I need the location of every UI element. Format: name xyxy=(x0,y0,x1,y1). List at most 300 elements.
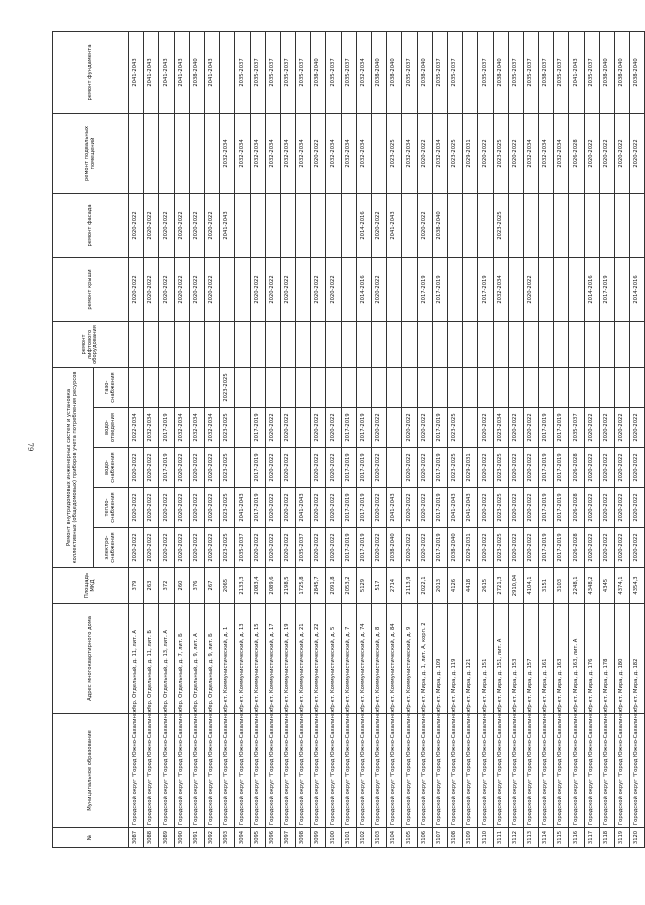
cell-roof: 2020-2022 xyxy=(159,258,174,322)
cell-roof: 2017-2019 xyxy=(432,258,447,322)
cell-gas xyxy=(478,368,493,408)
cell-foundation: 2035-2037 xyxy=(432,32,447,114)
cell-number: 3087 xyxy=(129,828,144,848)
cell-number: 3089 xyxy=(159,828,174,848)
cell-electro: 2038-2040 xyxy=(447,528,462,568)
cell-foundation: 2041-2043 xyxy=(129,32,144,114)
cell-address: пр-кт. Мира, д. 151, лит. А xyxy=(493,604,508,714)
cell-municipality: Городской округ "Город Южно-Сахалинск" xyxy=(296,714,311,828)
cell-facade xyxy=(599,194,614,258)
cell-number: 3105 xyxy=(402,828,417,848)
cell-address: пр-кт. Коммунистический, д. 15 xyxy=(250,604,265,714)
cell-water: 2020-2022 xyxy=(417,448,432,488)
table-row xyxy=(539,32,554,848)
cell-heat: 2020-2022 xyxy=(599,488,614,528)
cell-gas xyxy=(311,368,326,408)
cell-number: 3115 xyxy=(554,828,569,848)
cell-gas xyxy=(372,368,387,408)
cell-address: пер. Отдельный, д. 13, лит. А xyxy=(159,604,174,714)
cell-municipality: Городской округ "Город Южно-Сахалинск" xyxy=(432,714,447,828)
cell-electro: 2020-2022 xyxy=(372,528,387,568)
cell-lift xyxy=(478,322,493,368)
cell-heat: 2017-2019 xyxy=(432,488,447,528)
cell-facade xyxy=(402,194,417,258)
cell-lift xyxy=(417,322,432,368)
cell-basement: 2032-2034 xyxy=(235,114,250,194)
cell-sewer: 2020-2022 xyxy=(311,408,326,448)
cell-basement: 2032-2034 xyxy=(402,114,417,194)
table-row xyxy=(447,32,462,848)
cell-water: 2020-2022 xyxy=(204,448,219,488)
cell-facade: 2014-2016 xyxy=(356,194,371,258)
cell-heat: 2020-2022 xyxy=(523,488,538,528)
cell-roof xyxy=(447,258,462,322)
cell-number: 3119 xyxy=(615,828,630,848)
cell-heat: 2020-2022 xyxy=(326,488,341,528)
cell-facade xyxy=(584,194,599,258)
cell-basement: 2032-2034 xyxy=(341,114,356,194)
cell-heat: 2020-2022 xyxy=(265,488,280,528)
cell-heat: 2020-2022 xyxy=(159,488,174,528)
cell-foundation: 2038-2040 xyxy=(387,32,402,114)
col-header-area: Площадь МКД xyxy=(53,568,129,604)
cell-electro: 2020-2022 xyxy=(402,528,417,568)
cell-heat: 2041-2043 xyxy=(463,488,478,528)
cell-water: 2020-2022 xyxy=(372,448,387,488)
cell-heat: 2020-2022 xyxy=(204,488,219,528)
cell-area: 2714 xyxy=(387,568,402,604)
cell-foundation: 2035-2037 xyxy=(280,32,295,114)
cell-electro: 2020-2022 xyxy=(615,528,630,568)
cell-facade: 2020-2022 xyxy=(129,194,144,258)
cell-area: 2615 xyxy=(478,568,493,604)
cell-electro: 2020-2022 xyxy=(129,528,144,568)
cell-gas xyxy=(235,368,250,408)
cell-water: 2020-2022 xyxy=(326,448,341,488)
cell-gas xyxy=(296,368,311,408)
cell-basement: 2020-2022 xyxy=(584,114,599,194)
cell-lift xyxy=(539,322,554,368)
cell-number: 3104 xyxy=(387,828,402,848)
cell-gas xyxy=(539,368,554,408)
cell-basement xyxy=(159,114,174,194)
cell-municipality: Городской округ "Город Южно-Сахалинск" xyxy=(159,714,174,828)
cell-heat: 2020-2022 xyxy=(189,488,204,528)
cell-area: 4374,1 xyxy=(615,568,630,604)
cell-municipality: Городской округ "Город Южно-Сахалинск" xyxy=(523,714,538,828)
cell-address: пр-кт. Коммунистический, д. 84 xyxy=(387,604,402,714)
table-row xyxy=(372,32,387,848)
cell-roof xyxy=(402,258,417,322)
cell-address: пр-кт. Мира, д. 163, лит. А xyxy=(569,604,584,714)
cell-municipality: Городской округ "Город Южно-Сахалинск" xyxy=(326,714,341,828)
cell-area: 2091,8 xyxy=(326,568,341,604)
cell-area: 4418 xyxy=(463,568,478,604)
table-row xyxy=(463,32,478,848)
cell-facade xyxy=(296,194,311,258)
cell-water: 2020-2022 xyxy=(478,448,493,488)
cell-sewer xyxy=(463,408,478,448)
cell-heat: 2020-2022 xyxy=(174,488,189,528)
table-header xyxy=(53,32,129,848)
cell-water: 2020-2022 xyxy=(523,448,538,488)
cell-gas: 2023-2025 xyxy=(220,368,235,408)
col-header-electro: электро-снабжения xyxy=(94,528,129,568)
cell-facade: 2020-2022 xyxy=(144,194,159,258)
cell-heat: 2020-2022 xyxy=(372,488,387,528)
cell-sewer xyxy=(296,408,311,448)
cell-foundation: 2035-2037 xyxy=(250,32,265,114)
cell-address: пр-кт. Мира, д. 180 xyxy=(615,604,630,714)
cell-lift xyxy=(144,322,159,368)
table-row xyxy=(599,32,614,848)
cell-address: пр-кт. Коммунистический, д. 8 xyxy=(372,604,387,714)
cell-sewer: 2020-2022 xyxy=(265,408,280,448)
cell-water: 2020-2022 xyxy=(189,448,204,488)
rotated-table-container xyxy=(52,32,640,848)
cell-roof: 2020-2022 xyxy=(280,258,295,322)
cell-number: 3109 xyxy=(463,828,478,848)
cell-basement: 2032-2034 xyxy=(326,114,341,194)
cell-electro: 2020-2022 xyxy=(311,528,326,568)
cell-water: 2026-2028 xyxy=(569,448,584,488)
cell-heat: 2020-2022 xyxy=(508,488,523,528)
cell-facade: 2041-2043 xyxy=(387,194,402,258)
cell-address: пр-кт. Мира, д. 119 xyxy=(447,604,462,714)
cell-municipality: Городской округ "Город Южно-Сахалинск" xyxy=(478,714,493,828)
cell-foundation: 2038-2040 xyxy=(615,32,630,114)
cell-sewer: 2020-2022 xyxy=(584,408,599,448)
cell-water: 2020-2022 xyxy=(280,448,295,488)
cell-roof: 2017-2019 xyxy=(599,258,614,322)
cell-foundation: 2038-2040 xyxy=(599,32,614,114)
cell-number: 3101 xyxy=(341,828,356,848)
cell-lift xyxy=(599,322,614,368)
cell-foundation: 2035-2037 xyxy=(478,32,493,114)
cell-number: 3088 xyxy=(144,828,159,848)
cell-lift xyxy=(250,322,265,368)
cell-area: 2113,9 xyxy=(402,568,417,604)
table-row xyxy=(144,32,159,848)
table-row xyxy=(615,32,630,848)
cell-electro: 2020-2022 xyxy=(265,528,280,568)
cell-lift xyxy=(159,322,174,368)
cell-number: 3091 xyxy=(189,828,204,848)
cell-municipality: Городской округ "Город Южно-Сахалинск" xyxy=(311,714,326,828)
cell-number: 3097 xyxy=(280,828,295,848)
cell-roof: 2020-2022 xyxy=(174,258,189,322)
cell-lift xyxy=(280,322,295,368)
cell-address: пр-кт. Коммунистический, д. 5 xyxy=(326,604,341,714)
cell-lift xyxy=(341,322,356,368)
cell-foundation: 2038-2040 xyxy=(311,32,326,114)
cell-lift xyxy=(569,322,584,368)
cell-basement: 2032-2034 xyxy=(265,114,280,194)
cell-roof xyxy=(508,258,523,322)
cell-sewer: 2035-2037 xyxy=(569,408,584,448)
cell-sewer: 2017-2019 xyxy=(432,408,447,448)
cell-facade xyxy=(569,194,584,258)
cell-facade xyxy=(554,194,569,258)
table-row xyxy=(493,32,508,848)
cell-foundation: 2035-2037 xyxy=(554,32,569,114)
cell-foundation: 2041-2043 xyxy=(204,32,219,114)
cell-electro: 2020-2022 xyxy=(174,528,189,568)
cell-number: 3090 xyxy=(174,828,189,848)
cell-gas xyxy=(189,368,204,408)
cell-sewer: 2020-2022 xyxy=(326,408,341,448)
cell-electro: 2035-2037 xyxy=(296,528,311,568)
cell-municipality: Городской округ "Город Южно-Сахалинск" xyxy=(372,714,387,828)
capital-repair-schedule-table xyxy=(52,31,645,848)
cell-facade xyxy=(539,194,554,258)
table-body xyxy=(129,32,645,848)
table-row xyxy=(159,32,174,848)
cell-electro: 2020-2022 xyxy=(280,528,295,568)
cell-municipality: Городской округ "Город Южно-Сахалинск" xyxy=(584,714,599,828)
cell-water: 2020-2022 xyxy=(144,448,159,488)
col-header-water: водо-снабжения xyxy=(94,448,129,488)
cell-municipality: Городской округ "Город Южно-Сахалинск" xyxy=(356,714,371,828)
cell-electro: 2038-2040 xyxy=(387,528,402,568)
cell-roof: 2020-2022 xyxy=(265,258,280,322)
cell-address: пр-кт. Коммунистический, д. 9 xyxy=(402,604,417,714)
cell-facade xyxy=(478,194,493,258)
cell-gas xyxy=(174,368,189,408)
cell-foundation: 2038-2040 xyxy=(372,32,387,114)
cell-electro: 2023-2025 xyxy=(220,528,235,568)
cell-facade xyxy=(341,194,356,258)
cell-lift xyxy=(463,322,478,368)
cell-roof xyxy=(463,258,478,322)
cell-heat: 2026-2028 xyxy=(569,488,584,528)
cell-basement xyxy=(144,114,159,194)
cell-sewer: 2032-2034 xyxy=(174,408,189,448)
cell-lift xyxy=(174,322,189,368)
cell-address: пер. Отдельный, д. 9, лит. Б xyxy=(204,604,219,714)
cell-number: 3093 xyxy=(220,828,235,848)
cell-area: 372 xyxy=(159,568,174,604)
cell-address: пр-кт. Коммунистический, д. 74 xyxy=(356,604,371,714)
cell-facade: 2020-2022 xyxy=(372,194,387,258)
cell-facade xyxy=(523,194,538,258)
cell-heat: 2020-2022 xyxy=(584,488,599,528)
cell-foundation: 2035-2037 xyxy=(326,32,341,114)
table-row xyxy=(387,32,402,848)
cell-heat: 2041-2043 xyxy=(235,488,250,528)
cell-address: пр-кт. Коммунистический, д. 22 xyxy=(311,604,326,714)
cell-basement xyxy=(204,114,219,194)
cell-number: 3098 xyxy=(296,828,311,848)
cell-area: 2053,2 xyxy=(341,568,356,604)
cell-heat: 2020-2022 xyxy=(311,488,326,528)
cell-address: пер. Отдельный, д. 11, лит. А xyxy=(129,604,144,714)
cell-water: 2023-2025 xyxy=(493,448,508,488)
cell-sewer: 2032-2034 xyxy=(204,408,219,448)
cell-sewer: 2017-2019 xyxy=(341,408,356,448)
cell-roof xyxy=(296,258,311,322)
cell-electro: 2017-2019 xyxy=(554,528,569,568)
cell-municipality: Городской округ "Город Южно-Сахалинск" xyxy=(204,714,219,828)
cell-basement: 2029-2031 xyxy=(463,114,478,194)
cell-basement: 2032-2034 xyxy=(250,114,265,194)
cell-municipality: Городской округ "Город Южно-Сахалинск" xyxy=(539,714,554,828)
cell-gas xyxy=(417,368,432,408)
cell-lift xyxy=(630,322,645,368)
cell-address: пр-кт. Коммунистический, д. 1 xyxy=(220,604,235,714)
cell-foundation: 2035-2037 xyxy=(265,32,280,114)
cell-sewer: 2020-2022 xyxy=(280,408,295,448)
cell-facade: 2020-2022 xyxy=(159,194,174,258)
cell-gas xyxy=(508,368,523,408)
table-row xyxy=(280,32,295,848)
col-header-number: № xyxy=(53,828,129,848)
cell-area: 5129 xyxy=(356,568,371,604)
cell-area: 2198,5 xyxy=(280,568,295,604)
col-header-basement: ремонт подвальных помещений xyxy=(53,114,129,194)
cell-sewer: 2017-2019 xyxy=(159,408,174,448)
cell-sewer: 2017-2019 xyxy=(356,408,371,448)
cell-sewer: 2023-2025 xyxy=(447,408,462,448)
cell-heat: 2020-2022 xyxy=(630,488,645,528)
cell-address: пер. Отдельный, д. 9, лит. А xyxy=(189,604,204,714)
cell-number: 3117 xyxy=(584,828,599,848)
cell-municipality: Городской округ "Город Южно-Сахалинск" xyxy=(508,714,523,828)
cell-area: 2013 xyxy=(432,568,447,604)
cell-electro: 2017-2019 xyxy=(356,528,371,568)
cell-sewer: 2020-2022 xyxy=(417,408,432,448)
cell-roof: 2020-2022 xyxy=(326,258,341,322)
cell-lift xyxy=(584,322,599,368)
cell-foundation: 2038-2037 xyxy=(539,32,554,114)
table-row xyxy=(174,32,189,848)
cell-water: 2029-2031 xyxy=(463,448,478,488)
cell-water: 2017-2019 xyxy=(539,448,554,488)
cell-water: 2020-2022 xyxy=(630,448,645,488)
cell-basement: 2020-2022 xyxy=(311,114,326,194)
table-row xyxy=(584,32,599,848)
cell-area: 2845,7 xyxy=(311,568,326,604)
cell-electro: 2017-2019 xyxy=(432,528,447,568)
cell-number: 3120 xyxy=(630,828,645,848)
cell-area: 2089,6 xyxy=(265,568,280,604)
cell-foundation: 2035-2037 xyxy=(402,32,417,114)
cell-lift xyxy=(402,322,417,368)
cell-basement: 2032-2034 xyxy=(280,114,295,194)
cell-roof: 2014-2016 xyxy=(584,258,599,322)
cell-water: 2020-2022 xyxy=(174,448,189,488)
cell-lift xyxy=(265,322,280,368)
table-row xyxy=(356,32,371,848)
cell-lift xyxy=(432,322,447,368)
cell-address: пр-кт. Мира, д. 121 xyxy=(463,604,478,714)
cell-municipality: Городской округ "Город Южно-Сахалинск" xyxy=(235,714,250,828)
cell-lift xyxy=(493,322,508,368)
cell-area: 267 xyxy=(204,568,219,604)
cell-heat: 2020-2022 xyxy=(144,488,159,528)
cell-basement: 2020-2022 xyxy=(508,114,523,194)
cell-municipality: Городской округ "Город Южно-Сахалинск" xyxy=(144,714,159,828)
cell-gas xyxy=(493,368,508,408)
table-row xyxy=(311,32,326,848)
cell-heat: 2020-2022 xyxy=(280,488,295,528)
cell-gas xyxy=(356,368,371,408)
cell-municipality: Городской округ "Город Южно-Сахалинск" xyxy=(341,714,356,828)
cell-sewer: 2020-2022 xyxy=(630,408,645,448)
cell-foundation: 2035-2037 xyxy=(447,32,462,114)
cell-sewer: 2032-2034 xyxy=(189,408,204,448)
cell-facade xyxy=(235,194,250,258)
cell-roof: 2020-2022 xyxy=(189,258,204,322)
cell-roof: 2017-2019 xyxy=(478,258,493,322)
cell-basement: 2020-2022 xyxy=(417,114,432,194)
cell-roof: 2020-2022 xyxy=(250,258,265,322)
cell-roof: 2020-2022 xyxy=(129,258,144,322)
cell-roof: 2017-2019 xyxy=(417,258,432,322)
cell-lift xyxy=(356,322,371,368)
table-row xyxy=(265,32,280,848)
cell-water xyxy=(296,448,311,488)
cell-area: 2083,4 xyxy=(250,568,265,604)
cell-area: 260 xyxy=(174,568,189,604)
cell-lift xyxy=(508,322,523,368)
cell-sewer: 2020-2022 xyxy=(599,408,614,448)
cell-lift xyxy=(296,322,311,368)
cell-address: пр-кт. Коммунистический, д. 7 xyxy=(341,604,356,714)
cell-facade: 2023-2025 xyxy=(493,194,508,258)
cell-number: 3106 xyxy=(417,828,432,848)
cell-lift xyxy=(235,322,250,368)
cell-sewer: 2020-2022 xyxy=(615,408,630,448)
table-row xyxy=(402,32,417,848)
cell-foundation: 2035-2037 xyxy=(235,32,250,114)
cell-municipality: Городской округ "Город Южно-Сахалинск" xyxy=(554,714,569,828)
cell-facade xyxy=(630,194,645,258)
cell-municipality: Городской округ "Город Южно-Сахалинск" xyxy=(493,714,508,828)
cell-electro: 2020-2022 xyxy=(189,528,204,568)
cell-basement: 2020-2022 xyxy=(599,114,614,194)
cell-address: пр-кт. Коммунистический, д. 19 xyxy=(280,604,295,714)
table-row xyxy=(296,32,311,848)
cell-area: 379 xyxy=(129,568,144,604)
cell-water: 2017-2019 xyxy=(432,448,447,488)
cell-address: пр-кт. Мира, д. 157 xyxy=(523,604,538,714)
table-row xyxy=(523,32,538,848)
cell-facade xyxy=(311,194,326,258)
cell-area: 2248,1 xyxy=(569,568,584,604)
cell-municipality: Городской округ "Город Южно-Сахалинск" xyxy=(265,714,280,828)
cell-facade xyxy=(508,194,523,258)
cell-address: пер. Отдельный, д. 7, лит. Б xyxy=(174,604,189,714)
cell-lift xyxy=(129,322,144,368)
col-header-engineering-systems: Ремонт внутридомовых инженерных систем и установка коллективных (общедомовых) приборов учета потребления ресурсов xyxy=(53,368,94,568)
cell-heat: 2023-2025 xyxy=(220,488,235,528)
cell-heat: 2020-2022 xyxy=(478,488,493,528)
cell-municipality: Городской округ "Город Южно-Сахалинск" xyxy=(569,714,584,828)
cell-basement: 2023-2025 xyxy=(493,114,508,194)
cell-sewer: 2023-2025 xyxy=(220,408,235,448)
cell-area: 2065 xyxy=(220,568,235,604)
col-header-address: Адрес многоквартирного дома xyxy=(53,604,129,714)
table-row xyxy=(189,32,204,848)
cell-electro: 2020-2022 xyxy=(159,528,174,568)
cell-foundation: 2041-2043 xyxy=(174,32,189,114)
cell-number: 3102 xyxy=(356,828,371,848)
cell-facade: 2020-2022 xyxy=(204,194,219,258)
cell-basement xyxy=(372,114,387,194)
cell-area: 376 xyxy=(189,568,204,604)
cell-number: 3092 xyxy=(204,828,219,848)
